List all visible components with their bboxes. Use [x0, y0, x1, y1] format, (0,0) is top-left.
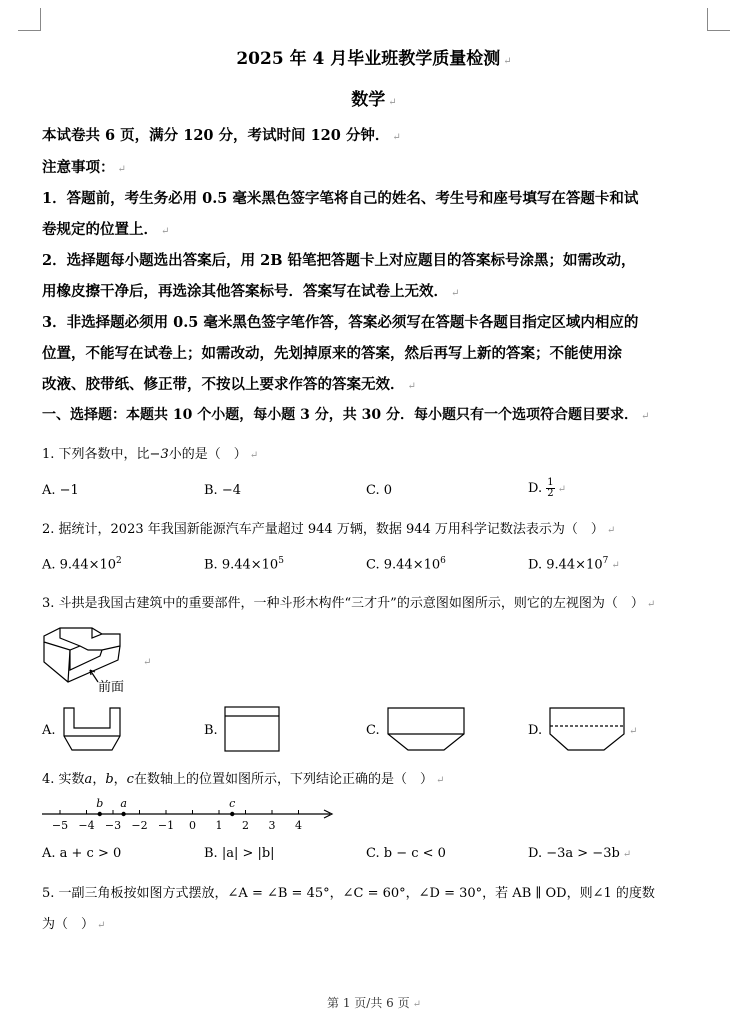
notice-item-1-cont: 卷规定的位置上． ↵ — [42, 221, 170, 238]
q3-option-a-label: A. — [42, 723, 56, 738]
notice-item-2: 2．选择题每小题选出答案后，用 2B 铅笔把答题卡上对应题目的答案标号涂黑；如需改动， — [42, 252, 636, 269]
number-line-tick-label: 4 — [295, 819, 302, 832]
notice-item-2-cont: 用橡皮擦干净后，再选涂其他答案标号．答案写在试卷上无效． ↵ — [42, 283, 460, 300]
question-2-stem: 2. 据统计，2023 年我国新能源汽车产量超过 944 万辆，数据 944 万用科学记数法表示为（ ） ↵ — [42, 522, 616, 537]
q3-option-d-mark: ↵ — [629, 726, 638, 737]
notice-item-3: 3．非选择题必须用 0.5 毫米黑色签字笔作答，答案必须写在答题卡各题目指定区域内相应的 — [42, 314, 639, 331]
q3-figure-mark: ↵ — [143, 657, 152, 668]
q2-option-a: A. $9.44\times 10^2$ — [42, 556, 122, 573]
number-line-point-a — [121, 812, 125, 816]
number-line-tick-label: 0 — [189, 819, 196, 832]
question-1-stem: 1. 下列各数中，比−3小的是（ ） ↵ — [42, 447, 259, 462]
number-line-tick-label: 1 — [215, 819, 223, 832]
number-line-tick-label: −4 — [78, 819, 95, 832]
q3-option-a-view — [62, 706, 122, 752]
number-line-tick-label: −1 — [157, 819, 175, 832]
number-line-point-label-a: a — [120, 797, 127, 810]
q4-option-d: D. −3a > −3b ↵ — [528, 846, 632, 861]
exam-info: 本试卷共 6 页，满分 120 分，考试时间 120 分钟． ↵ — [42, 127, 401, 144]
q4-option-b: B. |a| > |b| — [204, 846, 275, 861]
exam-title: 2025 年 4 月毕业班教学质量检测 ↵ — [236, 49, 512, 69]
number-line-point-c — [230, 812, 234, 816]
number-line-point-b — [98, 812, 102, 816]
q4-option-c: C. b − c < 0 — [366, 846, 446, 861]
number-line-tick-label: −2 — [131, 819, 148, 832]
corner-mark-left — [18, 8, 41, 31]
notice-item-3-cont2: 改液、胶带纸、修正带，不按以上要求作答的答案无效． ↵ — [42, 376, 416, 393]
number-line-tick-label: 3 — [268, 819, 276, 832]
exam-subject: 数学 ↵ — [351, 90, 397, 110]
q3-option-b-view — [224, 706, 280, 752]
q3-option-c-view — [386, 706, 466, 752]
number-line-tick-label: −3 — [104, 819, 122, 832]
q4-number-line — [40, 792, 340, 836]
q3-option-d-view — [548, 706, 628, 752]
q3-front-label: 前面 — [98, 680, 125, 695]
q3-option-c-label: C. — [366, 723, 380, 738]
q4-option-a: A. a + c > 0 — [42, 846, 122, 861]
number-line-point-label-b: b — [96, 797, 104, 810]
notice-item-3-cont: 位置，不能写在试卷上；如需改动，先划掉原来的答案，然后再写上新的答案；不能使用涂 — [42, 345, 622, 362]
question-4-stem: 4. 实数a，b，c在数轴上的位置如图所示，下列结论正确的是（ ） ↵ — [42, 772, 445, 787]
q2-option-c: C. $9.44\times 10^6$ — [366, 556, 446, 573]
number-line-point-label-c: c — [229, 797, 236, 810]
page-footer: 第 1 页/共 6 页 ↵ — [327, 996, 421, 1010]
question-3-stem: 3. 斗拱是我国古建筑中的重要部件，一种斗形木构件“三才升”的示意图如图所示，则它的左视图为（ ） ↵ — [42, 596, 656, 611]
corner-mark-right — [707, 8, 730, 31]
q3-option-d-label: D. — [528, 723, 543, 738]
q3-option-b-label: B. — [204, 723, 218, 738]
q1-option-c: C. 0 — [366, 483, 393, 498]
notice-item-1: 1．答题前，考生务必用 0.5 毫米黑色签字笔将自己的姓名、考生号和座号填写在答题卡和试 — [42, 190, 639, 207]
q1-option-b: B. −4 — [204, 483, 241, 498]
number-line-tick-label: 2 — [242, 819, 249, 832]
section-heading: 一、选择题：本题共 10 个小题，每小题 3 分，共 30 分．每小题只有一个选项符合题目要求． ↵ — [42, 407, 650, 423]
question-5-stem: 5. 一副三角板按如图方式摆放，∠A = ∠B = 45°，∠C = 60°，∠D = 30°，若 AB ∥ OD，则∠1 的度数 — [42, 886, 655, 901]
q1-option-a: A. −1 — [42, 483, 79, 498]
q2-option-b: B. $9.44\times 10^5$ — [204, 556, 284, 573]
notice-heading: 注意事项： ↵ — [42, 159, 126, 176]
q1-option-d: D. $\frac{1}{2}$ ↵ — [528, 477, 566, 499]
number-line-tick-label: −5 — [51, 819, 69, 832]
question-5-stem-cont: 为（ ） ↵ — [42, 917, 106, 932]
q2-option-d: D. $9.44\times 10^7$ ↵ — [528, 556, 620, 573]
